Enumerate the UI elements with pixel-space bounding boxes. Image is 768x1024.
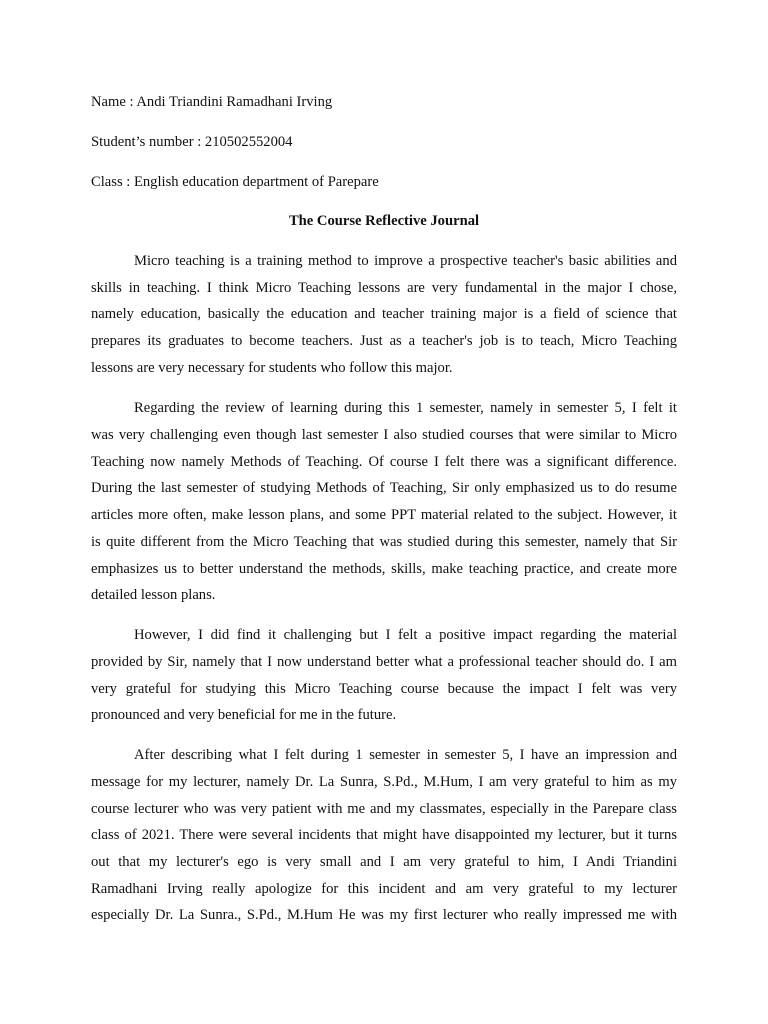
paragraph-line: is quite different from the Micro Teaching that was studied during this semester, namely that Sir xyxy=(91,534,677,550)
student-class: Class : English education department of Parepare xyxy=(91,174,379,190)
paragraph-line: message for my lecturer, namely Dr. La Sunra, S.Pd., M.Hum, I am very grateful to him as my xyxy=(91,774,677,790)
paragraph-line: During the last semester of studying Methods of Teaching, Sir only emphasized us to do resume xyxy=(91,480,677,496)
paragraph-line: Teaching now namely Methods of Teaching. Of course I felt there was a significant difference. xyxy=(91,454,677,470)
paragraph-line: After describing what I felt during 1 semester in semester 5, I have an impression and xyxy=(134,747,677,763)
paragraph-line: prepares its graduates to become teachers. Just as a teacher's job is to teach, Micro Teaching xyxy=(91,333,677,349)
paragraph-line: pronounced and very beneficial for me in the future. xyxy=(91,707,397,723)
paragraph-line: Ramadhani Irving really apologize for this incident and am very grateful to my lecturer xyxy=(91,881,677,897)
paragraph-line: However, I did find it challenging but I felt a positive impact regarding the material xyxy=(134,627,677,643)
paragraph-line: namely education, basically the education and teacher training major is a field of science that xyxy=(91,306,677,322)
paragraph-line: provided by Sir, namely that I now understand better what a professional teacher should do. I am xyxy=(91,654,677,670)
paragraph-line: was very challenging even though last semester I also studied courses that were similar to Micro xyxy=(91,427,677,443)
paragraph-line: detailed lesson plans. xyxy=(91,587,216,603)
paragraph-line: course lecturer who was very patient with me and my classmates, especially in the Parepare class xyxy=(91,801,677,817)
paragraph-line: especially Dr. La Sunra., S.Pd., M.Hum He was my first lecturer who really impressed me with xyxy=(91,907,677,923)
paragraph-line: articles more often, make lesson plans, and some PPT material related to the subject. However, it xyxy=(91,507,677,523)
paragraph-line: skills in teaching. I think Micro Teaching lessons are very fundamental in the major I chose, xyxy=(91,280,677,296)
paragraph-line: Regarding the review of learning during this 1 semester, namely in semester 5, I felt it xyxy=(134,400,677,416)
student-name: Name : Andi Triandini Ramadhani Irving xyxy=(91,94,333,110)
paragraph-line: class of 2021. There were several incidents that might have disappointed my lecturer, but it turns xyxy=(91,827,677,843)
paragraph-line: lessons are very necessary for students who follow this major. xyxy=(91,360,453,376)
paragraph-line: very grateful for studying this Micro Teaching course because the impact I felt was very xyxy=(91,681,677,697)
paragraph-line: emphasizes us to better understand the methods, skills, make teaching practice, and create more xyxy=(91,561,677,577)
document-title: The Course Reflective Journal xyxy=(288,213,480,229)
paragraph-line: Micro teaching is a training method to improve a prospective teacher's basic abilities and xyxy=(134,253,677,269)
student-number: Student’s number : 210502552004 xyxy=(91,134,293,150)
paragraph-line: out that my lecturer's ego is very small and I am very grateful to him, I Andi Triandini xyxy=(91,854,677,870)
